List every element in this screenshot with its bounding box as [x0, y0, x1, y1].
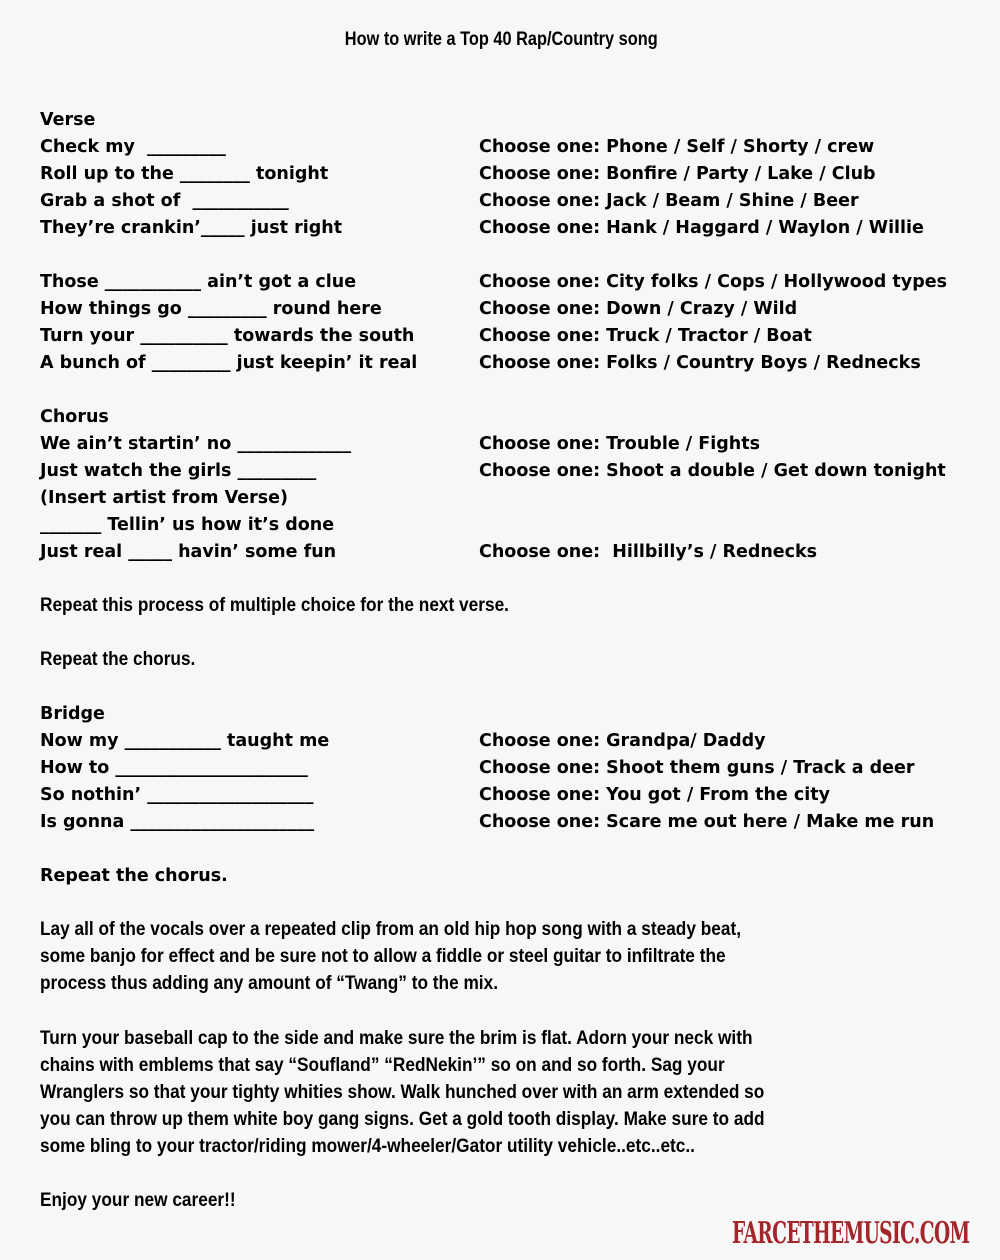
chorus-lyric-line: Just real _____ havin’ some fun — [40, 542, 337, 562]
paragraph-line: Turn your baseball cap to the side and make sure the brim is flat. Adorn your neck with — [40, 1027, 753, 1049]
chorus-lyric-line: _______ Tellin’ us how it’s done — [40, 515, 335, 535]
style-paragraph — [40, 1025, 890, 1160]
bridge-lyric-line: Is gonna _____________________ — [40, 812, 315, 832]
verse-lyric-line: Grab a shot of ___________ — [40, 191, 289, 211]
chorus-choice-line: Choose one: Hillbilly’s / Rednecks — [479, 542, 818, 562]
verse-lyric-line: Turn your __________ towards the south — [40, 326, 415, 346]
section-heading-verse: Verse — [40, 110, 96, 130]
instruction-repeat-chorus-2: Repeat the chorus. — [40, 866, 228, 886]
chorus-choice-line: Choose one: Shoot a double / Get down tonight — [479, 461, 946, 481]
chorus-lyric-line: We ain’t startin’ no _____________ — [40, 434, 352, 454]
verse-lyric-line: Check my _________ — [40, 137, 226, 157]
bridge-lyric-line: So nothin’ ___________________ — [40, 785, 314, 805]
farcethemusic-logo: FARCETHEMUSIC.COM — [732, 1216, 970, 1251]
instruction-text: Repeat the chorus. — [40, 648, 196, 670]
section-heading-chorus: Chorus — [40, 407, 109, 427]
bridge-choice-line: Choose one: Scare me out here / Make me run — [479, 812, 935, 832]
section-heading-bridge: Bridge — [40, 704, 105, 724]
chorus-lyric-line: (Insert artist from Verse) — [40, 488, 288, 508]
instruction-repeat-process — [40, 592, 890, 619]
verse-choice-line: Choose one: Phone / Self / Shorty / crew — [479, 137, 875, 157]
bridge-choice-line: Choose one: You got / From the city — [479, 785, 831, 805]
verse-choice-line: Choose one: Bonfire / Party / Lake / Club — [479, 164, 876, 184]
paragraph-line: you can throw up them white boy gang signs. Get a gold tooth display. Make sure to add — [40, 1108, 765, 1130]
bridge-choice-line: Choose one: Shoot them guns / Track a deer — [479, 758, 915, 778]
page-title: How to write a Top 40 Rap/Country song — [344, 29, 658, 50]
verse-choice-line: Choose one: Jack / Beam / Shine / Beer — [479, 191, 859, 211]
chorus-lyric-line: Just watch the girls _________ — [40, 461, 317, 481]
verse-lyric-line: How things go _________ round here — [40, 299, 382, 319]
verse-lyric-line: They’re crankin’_____ just right — [40, 218, 343, 238]
verse-choice-line: Choose one: Folks / Country Boys / Rednecks — [479, 353, 921, 373]
paragraph-line: chains with emblems that say “Soufland” “RedNekin’” so on and so forth. Sag your — [40, 1054, 725, 1076]
verse-choice-line: Choose one: Truck / Tractor / Boat — [479, 326, 812, 346]
verse-choice-line: Choose one: City folks / Cops / Hollywood types — [479, 272, 948, 292]
verse-lyric-line: A bunch of _________ just keepin’ it real — [40, 353, 418, 373]
verse-lyric-line: Those ___________ ain’t got a clue — [40, 272, 357, 292]
closing-line — [40, 1187, 890, 1214]
paragraph-line: Lay all of the vocals over a repeated clip from an old hip hop song with a steady beat, — [40, 918, 742, 940]
paragraph-line: process thus adding any amount of “Twang” to the mix. — [40, 972, 499, 994]
paragraph-line: some bling to your tractor/riding mower/4-wheeler/Gator utility vehicle..etc..etc.. — [40, 1135, 695, 1157]
bridge-lyric-line: How to ______________________ — [40, 758, 308, 778]
bridge-choice-line: Choose one: Grandpa/ Daddy — [479, 731, 766, 751]
paragraph-line: Wranglers so that your tighty whities show. Walk hunched over with an arm extended so — [40, 1081, 765, 1103]
paragraph-line: some banjo for effect and be sure not to allow a fiddle or steel guitar to infiltrate the — [40, 945, 726, 967]
closing-text: Enjoy your new career!! — [40, 1189, 236, 1211]
verse-choice-line: Choose one: Hank / Haggard / Waylon / Willie — [479, 218, 924, 238]
production-paragraph — [40, 916, 890, 997]
instruction-repeat-chorus — [40, 646, 890, 673]
verse-choice-line: Choose one: Down / Crazy / Wild — [479, 299, 798, 319]
instruction-text: Repeat this process of multiple choice for the next verse. — [40, 594, 509, 616]
verse-lyric-line: Roll up to the ________ tonight — [40, 164, 329, 184]
chorus-choice-line: Choose one: Trouble / Fights — [479, 434, 760, 454]
bridge-lyric-line: Now my ___________ taught me — [40, 731, 330, 751]
